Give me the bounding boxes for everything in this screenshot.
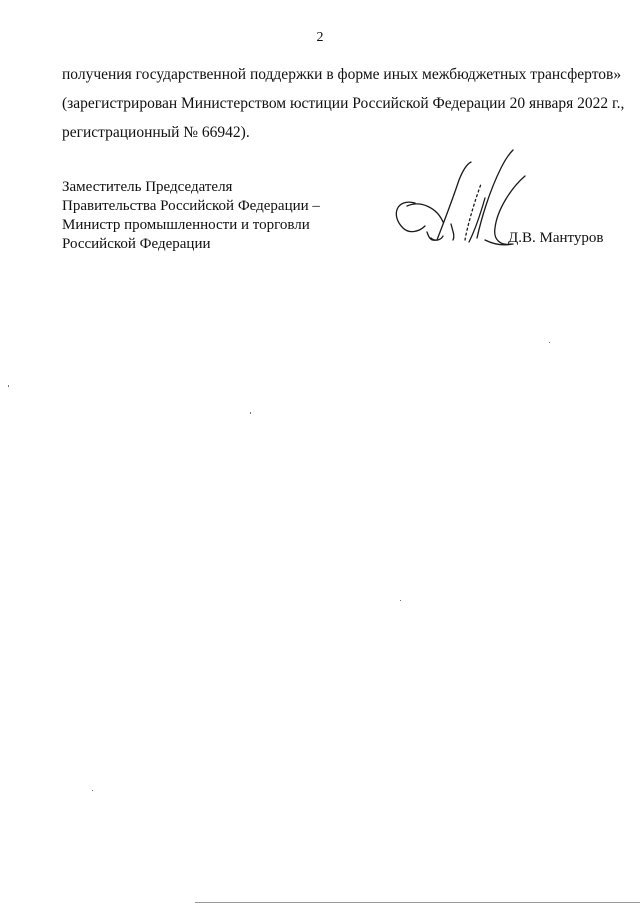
signatory-title-line: Министр промышленности и торговли (62, 217, 310, 233)
body-line: получения государственной поддержки в форме иных межбюджетных трансфертов» (62, 66, 622, 83)
scan-speck (92, 790, 93, 791)
scan-speck (250, 412, 251, 414)
signatory-title-line: Заместитель Председателя (62, 179, 233, 195)
page-number: 2 (316, 30, 324, 45)
body-line: регистрационный № 66942). (62, 124, 250, 141)
scan-speck (549, 342, 550, 343)
scan-edge (195, 902, 640, 903)
signatory-title-line: Российской Федерации (62, 236, 211, 252)
body-line: (зарегистрирован Министерством юстиции Российской Федерации 20 января 2022 г., (62, 95, 625, 112)
scan-speck (400, 600, 401, 601)
scan-speck (8, 385, 9, 387)
signatory-title-line: Правительства Российской Федерации – (62, 198, 320, 214)
body-text (62, 60, 625, 147)
signatory-title (62, 178, 362, 254)
signatory-name: Д.В. Мантуров (508, 230, 604, 246)
